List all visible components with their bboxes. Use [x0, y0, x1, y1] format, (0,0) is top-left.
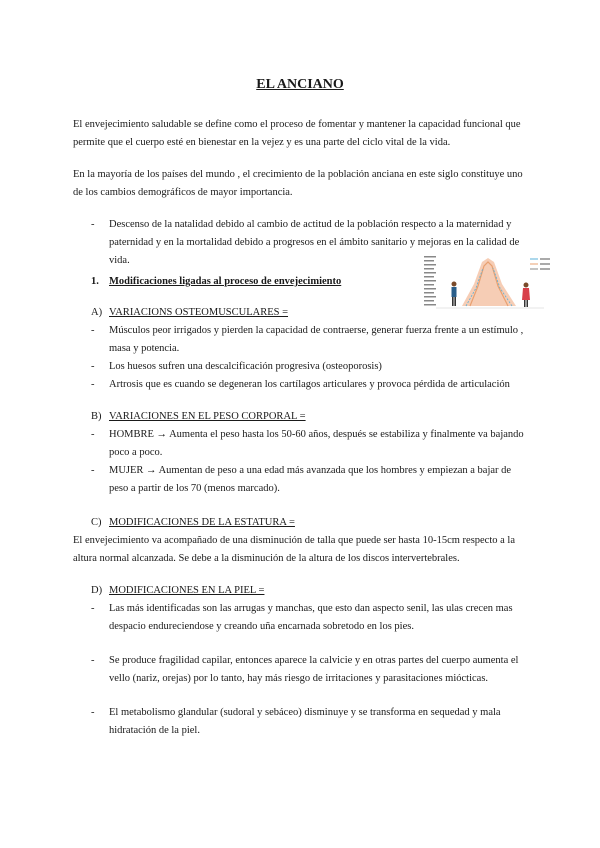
population-pyramid-icon [422, 254, 556, 322]
section-number: 1. [91, 276, 99, 287]
list-item-text: Los huesos sufren una descalcificación progresiva (osteoporosis) [109, 361, 382, 372]
bullet-dash: - [91, 361, 95, 372]
subsection-a-heading [91, 304, 288, 322]
subsection-c-text: El envejecimiento va acompañado de una disminución de talla que puede ser hasta 10-15cm respecto a la altura normal alcanzada. Se debe a la disminución de la altura de los discos intervertebrales. [73, 535, 515, 564]
bullet-dash: - [91, 429, 95, 440]
list-item-text: Artrosis que es cuando se degeneran los cartílagos articulares y provoca pérdida de articulación [109, 379, 510, 390]
subsection-title: VARIACIONS OSTEOMUSCULARES = [109, 307, 289, 318]
intro-bullet-text: Descenso de la natalidad debido al cambio de actitud de la población respecto a la maternidad y paternidad y en la mortalidad debido a progresos en el ámbito sanitario y mejoras en la calidad de vida. [109, 219, 520, 266]
bullet-dash: - [91, 707, 95, 718]
list-item-text: HOMBRE → Aumenta el peso hasta los 50-60 años, después se estabiliza y finalmente va bajando poco a poco. [109, 429, 524, 458]
list-item [91, 652, 531, 688]
list-item-text: Músculos peor irrigados y pierden la capacidad de contraerse, generar fuerza frente a un estímulo , masa y potencia. [109, 325, 524, 354]
list-item [91, 704, 531, 740]
bullet-dash: - [91, 603, 95, 614]
subsection-letter: B) [91, 411, 102, 422]
section-title: Modificaciones ligadas al proceso de envejecimiento [109, 276, 342, 287]
list-item [91, 322, 531, 358]
list-item [91, 462, 531, 498]
section-heading [91, 273, 341, 291]
bullet-dash: - [91, 219, 95, 230]
list-item [91, 376, 531, 394]
bullet-dash: - [91, 325, 95, 336]
intro-paragraph-2: En la mayoría de los países del mundo , el crecimiento de la población anciana en este siglo constituye uno de los cambios demográficos de mayor importancia. [73, 169, 523, 198]
bullet-dash: - [91, 379, 95, 390]
subsection-title: MODIFICACIONES EN LA PIEL = [109, 585, 265, 596]
subsection-letter: D) [91, 585, 103, 596]
list-item-text: Se produce fragilidad capilar, entonces aparece la calvicie y en otras partes del cuerpo aumenta el vello (nariz, orejas) por lo tanto, hay más riesgo de irritaciones y parasitaciones miócticas. [109, 655, 519, 684]
subsection-title: MODIFICACIONES DE LA ESTATURA = [109, 517, 295, 528]
subsection-b-heading [91, 408, 306, 426]
subsection-title: VARIACIONES EN EL PESO CORPORAL = [109, 411, 306, 422]
subsection-letter: A) [91, 307, 103, 318]
subsection-c-heading [91, 514, 295, 532]
list-item-text: El metabolismo glandular (sudoral y sebáceo) disminuye y se transforma en sequedad y mala hidratación de la piel. [109, 707, 501, 736]
list-item-text: MUJER → Aumentan de peso a una edad más avanzada que los hombres y empiezan a bajar de peso a partir de los 70 (menos marcado). [109, 465, 512, 494]
page-title: EL ANCIANO [256, 77, 344, 92]
intro-paragraph-1: El envejecimiento saludable se define como el proceso de fomentar y mantener la capacidad funcional que permite que el cuerpo esté en bienestar en la vejez y es una parte del ciclo vital de la vida. [73, 119, 521, 148]
bullet-dash: - [91, 465, 95, 476]
list-item [91, 600, 531, 636]
list-item-text: Las más identificadas son las arrugas y manchas, que esto dan aspecto senil, las ulas crecen mas despacio endureciendose y creando uña encarnada sobretodo en los pies. [109, 603, 513, 632]
subsection-d-heading [91, 582, 264, 600]
bullet-dash: - [91, 655, 95, 666]
list-item [91, 426, 531, 462]
subsection-letter: C) [91, 517, 102, 528]
list-item [91, 358, 531, 376]
